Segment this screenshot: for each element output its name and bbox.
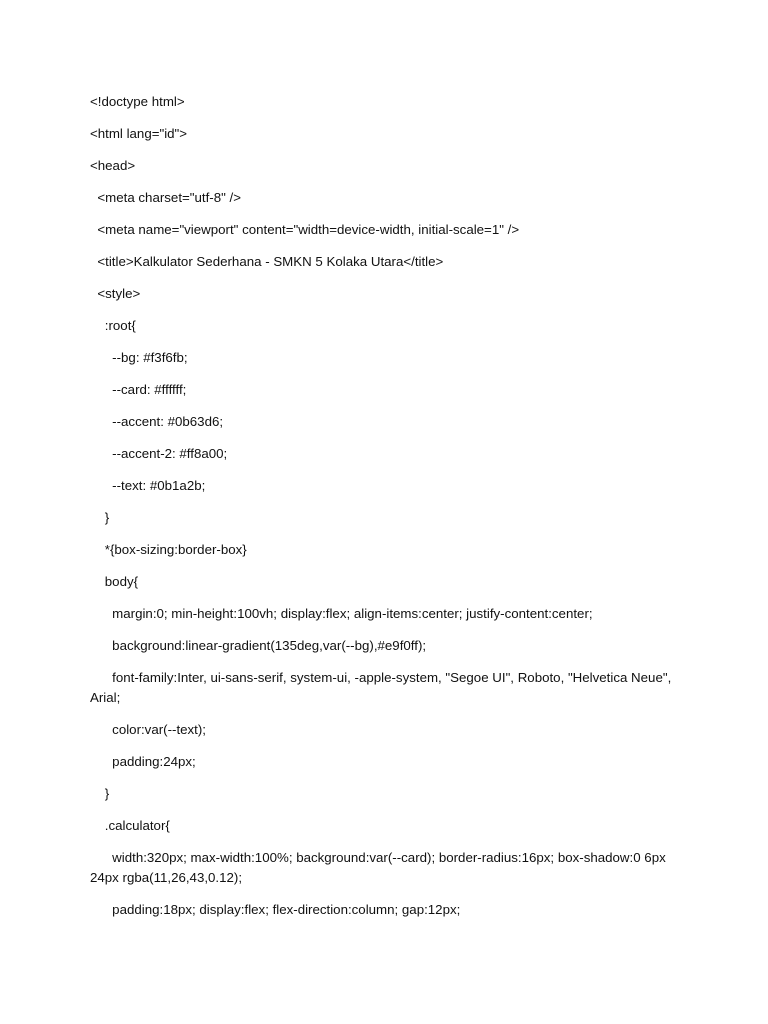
code-line: body{ bbox=[90, 574, 139, 589]
code-line: <style> bbox=[90, 286, 141, 301]
code-line: padding:24px; bbox=[90, 754, 196, 769]
code-line: --text: #0b1a2b; bbox=[90, 478, 206, 493]
code-line: --accent-2: #ff8a00; bbox=[90, 446, 228, 461]
code-line: margin:0; min-height:100vh; display:flex; align-items:center; justify-content:center; bbox=[90, 606, 593, 621]
code-line: .calculator{ bbox=[90, 818, 170, 833]
code-line: } bbox=[90, 786, 110, 801]
code-line: :root{ bbox=[90, 318, 136, 333]
code-line: <html lang="id"> bbox=[90, 126, 188, 141]
code-line: *{box-sizing:border-box} bbox=[90, 542, 247, 557]
code-line: font-family:Inter, ui-sans-serif, system-ui, -apple-system, "Segoe UI", Roboto, "Helvetica Neue", Arial; bbox=[90, 670, 675, 705]
code-line: <meta charset="utf-8" /> bbox=[90, 190, 241, 205]
code-line: <meta name="viewport" content="width=device-width, initial-scale=1" /> bbox=[90, 222, 520, 237]
code-line: --bg: #f3f6fb; bbox=[90, 350, 188, 365]
code-line: <head> bbox=[90, 158, 136, 173]
code-line: color:var(--text); bbox=[90, 722, 206, 737]
code-line: <!doctype html> bbox=[90, 94, 185, 109]
code-line: padding:18px; display:flex; flex-direction:column; gap:12px; bbox=[90, 902, 461, 917]
code-line: width:320px; max-width:100%; background:var(--card); border-radius:16px; box-shadow:0 6px 24px rgba(11,26,43,0.12); bbox=[90, 850, 670, 885]
code-line: --accent: #0b63d6; bbox=[90, 414, 224, 429]
code-line: --card: #ffffff; bbox=[90, 382, 187, 397]
code-line: } bbox=[90, 510, 110, 525]
code-line: <title>Kalkulator Sederhana - SMKN 5 Kolaka Utara</title> bbox=[90, 254, 444, 269]
code-listing bbox=[90, 92, 680, 932]
code-line: background:linear-gradient(135deg,var(--bg),#e9f0ff); bbox=[90, 638, 427, 653]
